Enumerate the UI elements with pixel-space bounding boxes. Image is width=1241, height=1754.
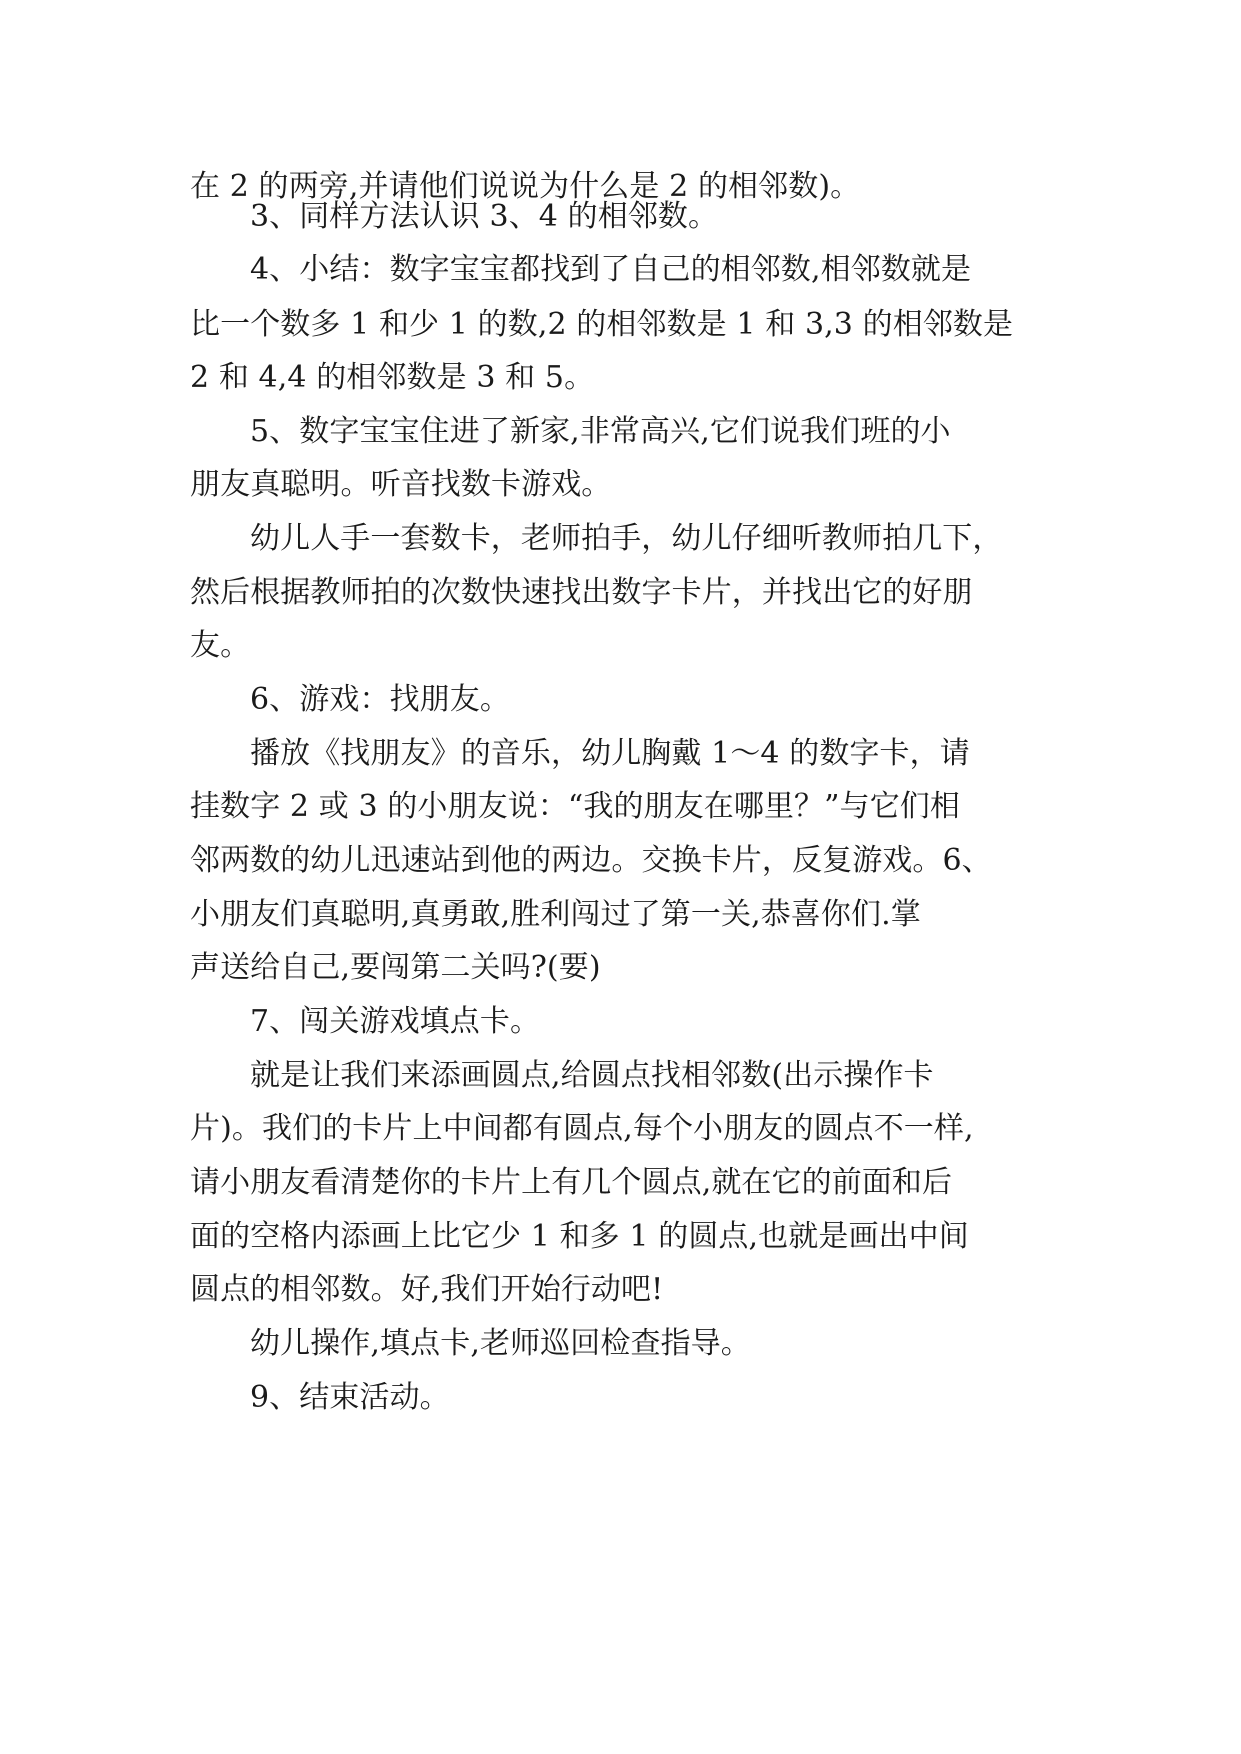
text-line: 3、同样方法认识 3、4 的相邻数。 bbox=[250, 199, 719, 234]
text-line: 圆点的相邻数。好,我们开始行动吧! bbox=[190, 1272, 664, 1307]
text-line: 幼儿人手一套数卡，老师拍手，幼儿仔细听教师拍几下， bbox=[250, 521, 1003, 556]
text-line: 邻两数的幼儿迅速站到他的两边。交换卡片，反复游戏。6、 bbox=[190, 843, 992, 878]
text-line: 2 和 4,4 的相邻数是 3 和 5。 bbox=[190, 360, 595, 395]
text-line: 9、结束活动。 bbox=[250, 1380, 450, 1415]
text-line: 友。 bbox=[190, 628, 251, 663]
text-line: 挂数字 2 或 3 的小朋友说：“我的朋友在哪里？”与它们相 bbox=[190, 789, 960, 824]
text-line: 4、小结：数字宝宝都找到了自己的相邻数,相邻数就是 bbox=[250, 252, 972, 287]
text-line: 播放《找朋友》的音乐，幼儿胸戴 1～4 的数字卡，请 bbox=[250, 736, 970, 771]
text-line: 5、数字宝宝住进了新家,非常高兴,它们说我们班的小 bbox=[250, 414, 951, 449]
text-line: 6、游戏：找朋友。 bbox=[250, 682, 510, 717]
text-line: 在 2 的两旁,并请他们说说为什么是 2 的相邻数)。 bbox=[190, 169, 861, 204]
text-line: 小朋友们真聪明,真勇敢,胜利闯过了第一关,恭喜你们.掌 bbox=[190, 897, 921, 932]
text-line: 幼儿操作,填点卡,老师巡回检查指导。 bbox=[250, 1326, 751, 1361]
text-line: 朋友真聪明。听音找数卡游戏。 bbox=[190, 467, 612, 502]
text-line: 就是让我们来添画圆点,给圆点找相邻数(出示操作卡 bbox=[250, 1058, 934, 1093]
text-line: 片)。我们的卡片上中间都有圆点,每个小朋友的圆点不一样, bbox=[190, 1111, 974, 1146]
text-line: 比一个数多 1 和少 1 的数,2 的相邻数是 1 和 3,3 的相邻数是 bbox=[190, 307, 1014, 342]
text-line: 面的空格内添画上比它少 1 和多 1 的圆点,也就是画出中间 bbox=[190, 1219, 969, 1254]
text-line: 然后根据教师拍的次数快速找出数字卡片，并找出它的好朋 bbox=[190, 575, 973, 610]
text-line: 请小朋友看清楚你的卡片上有几个圆点,就在它的前面和后 bbox=[190, 1165, 953, 1200]
text-line: 声送给自己,要闯第二关吗?(要) bbox=[190, 950, 601, 985]
text-line: 7、闯关游戏填点卡。 bbox=[250, 1004, 541, 1039]
